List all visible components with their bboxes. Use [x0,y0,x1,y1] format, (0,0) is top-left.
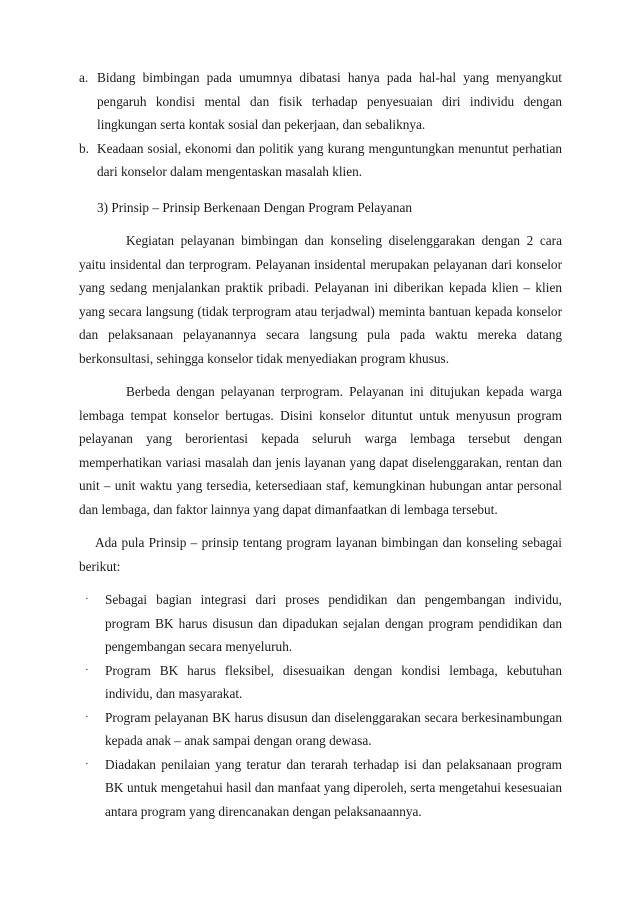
bullet-item [79,706,562,753]
bullet-item [79,753,562,824]
bullet-text: Diadakan penilaian yang teratur dan terarah terhadap isi dan pelaksanaan program BK untuk mengetahui hasil dan manfaat yang diperoleh, serta mengetahui kesesuaian antara program yang direncanakan dengan pelaksanaannya. [105,756,562,819]
list-marker: a. [79,70,89,85]
list-text: Bidang bimbingan pada umumnya dibatasi hanya pada hal-hal yang menyangkut pengaruh kondisi mental dan fisik terhadap penyesuaian diri individu dengan lingkungan serta kontak sosial dan pekerjaan, dan sebaliknya. [97,70,562,132]
bullet-marker: · [85,710,89,723]
list-marker: b. [79,140,89,156]
list-text: Keadaan sosial, ekonomi dan politik yang kurang menguntungkan menuntut perhatian dari konselor dalam mengentaskan masalah klien. [97,140,562,179]
document-page [79,66,562,823]
bullet-text: Sebagai bagian integrasi dari proses pendidikan dan pengembangan individu, program BK harus disusun dan dipadukan sejalan dengan program pendidikan dan pengembangan secara menyeluruh. [105,592,562,654]
list-item-a [79,66,562,137]
bullet-item [79,659,562,706]
bullet-marker: · [85,757,89,770]
bullet-marker: · [85,593,89,605]
paragraph-2: Berbeda dengan pelayanan terprogram. Pelayanan ini ditujukan kepada warga lembaga tempat konselor bertugas. Disini konselor dituntut untuk menyusun program pelayanan yang berorientasi kepada seluruh warga lembaga tersebut dengan memperhatikan variasi masalah dan jenis layanan yang dapat diselenggarakan, rentan dan unit – unit waktu yang tersedia, ketersediaan staf, kemungkinan hubungan antar personal dan lembaga, dan faktor lainnya yang dapat dimanfaatkan di lembaga tersebut. [79,384,562,517]
paragraph-1: Kegiatan pelayanan bimbingan dan konseling diselenggarakan dengan 2 cara yaitu insidental dan terprogram. Pelayanan insidental merupakan pelayanan dari konselor yang sedang menjalankan praktik pribadi. Pelayanan ini diberikan kepada klien – klien yang secara langsung (tidak terprogram atau terjadwal) meminta bantuan kepada konselor dan pelaksanaan pelayanannya secara langsung pula pada waktu mereka datang berkonsultasi, sehingga konselor tidak menyediakan program khusus. [79,233,562,366]
bullet-text: Program BK harus fleksibel, disesuaikan dengan kondisi lembaga, kebutuhan individu, dan masyarakat. [105,662,562,701]
section-heading: 3) Prinsip – Prinsip Berkenaan Dengan Program Pelayanan [97,199,412,215]
list-item-b [79,137,562,184]
bullet-item [79,588,562,659]
bullet-marker: · [85,663,89,676]
paragraph-3: Ada pula Prinsip – prinsip tentang program layanan bimbingan dan konseling sebagai berikut: [79,535,562,574]
bullet-text: Program pelayanan BK harus disusun dan diselenggarakan secara berkesinambungan kepada anak – anak sampai dengan orang dewasa. [105,709,562,748]
